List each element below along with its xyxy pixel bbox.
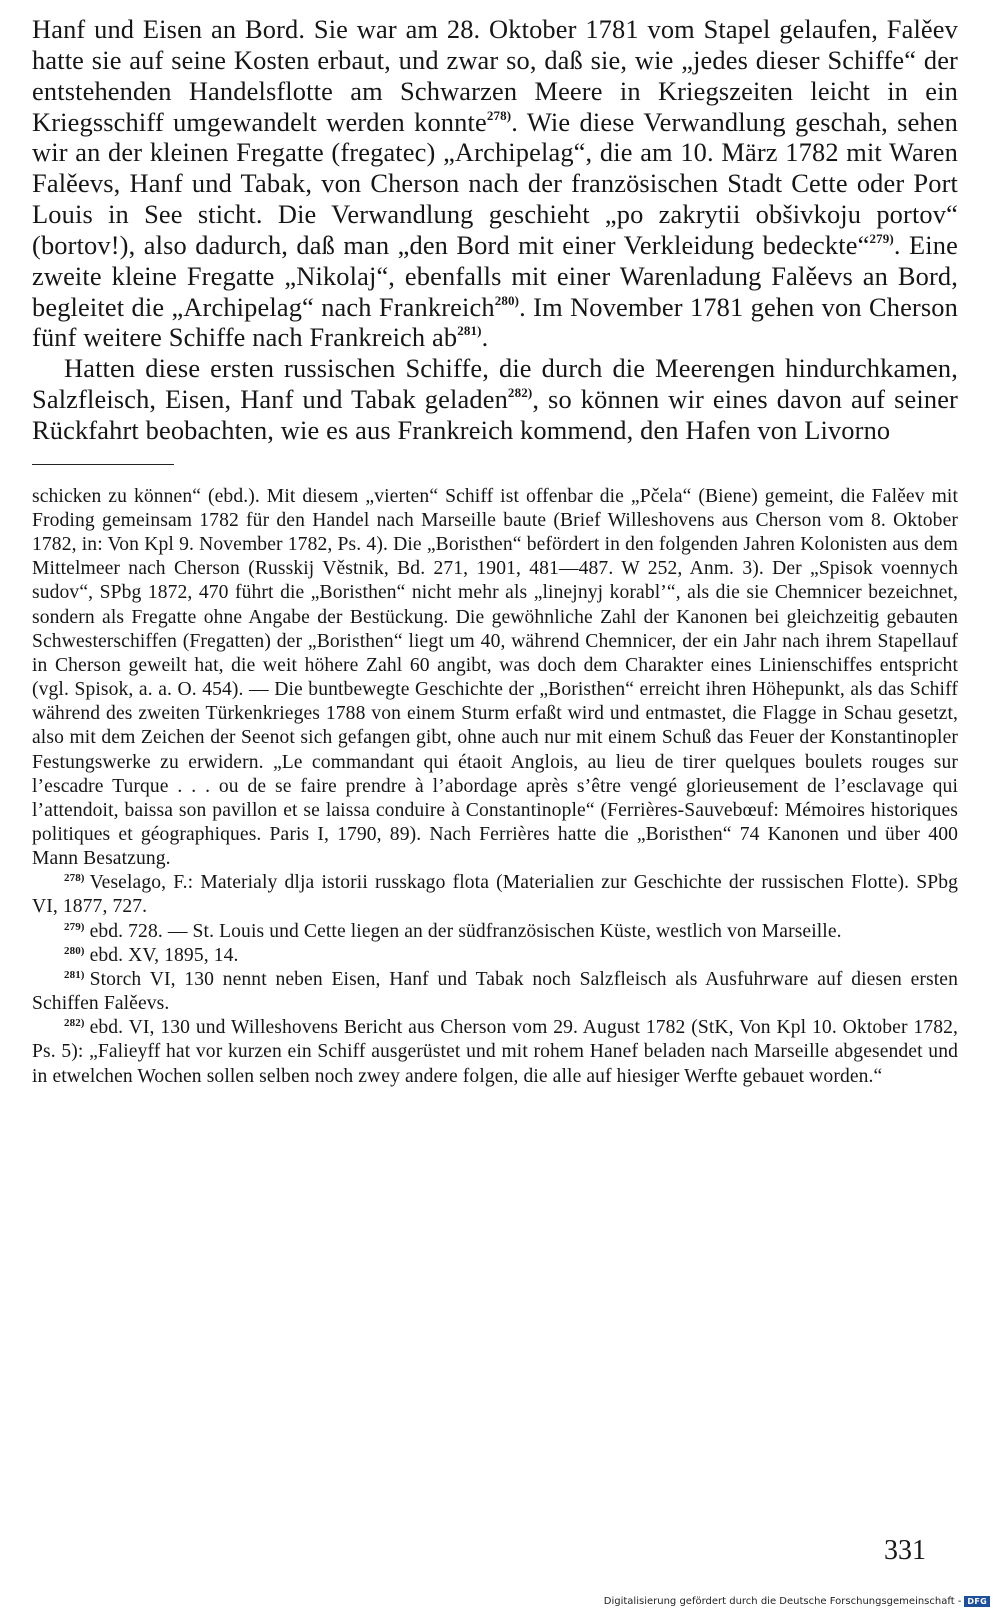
footnote-281 <box>32 968 958 1016</box>
footnotes <box>32 485 958 1089</box>
footnote-number: 279) <box>64 920 85 933</box>
footnote-ref-281[interactable]: 281) <box>457 323 482 339</box>
footnote-text: ebd. VI, 130 und Willeshovens Bericht aus Cherson vom 29. August 1782 (StK, Von Kpl 10. Oktober 1782, Ps. 5): „Falieyff hat vor kurzen ein Schiff ausgerüstet und mit rohem Hanef beladen nach Marseille abgesendet und in etwelchen Wochen sollen selben noch zwey andere folgen, die alle auf hiesiger Werfte gebauet worden.“ <box>32 1017 958 1087</box>
footnote-text: Storch VI, 130 nennt neben Eisen, Hanf und Tabak noch Salzfleisch als Ausfuhrware auf diesen ersten Schiffen Falěevs. <box>32 968 958 1015</box>
paragraph-2: Hatten diese ersten russischen Schiffe, die durch die Meerengen hindurchkamen, Salzfleisch, Eisen, Hanf und Tabak geladen$^{282)}$, so können wir eines davon auf seiner Rückfahrt beobachten, wie es aus Frankreich kommend, den Hafen von Livorno <box>32 353 958 445</box>
main-text <box>32 14 958 446</box>
footnote-text: ebd. 728. — St. Louis und Cette liegen an der südfranzösischen Küste, westlich von Marseille. <box>89 920 842 942</box>
footnote-number: 280) <box>64 944 85 957</box>
footnote-divider <box>32 464 174 465</box>
digitization-credit <box>604 1596 990 1607</box>
credit-text: Digitalisierung gefördert durch die Deutsche Forschungsgemeinschaft - <box>603 1596 962 1607</box>
page-body <box>32 14 958 1089</box>
dfg-logo-icon: DFG <box>964 1596 990 1607</box>
footnote-number: 278) <box>64 872 85 885</box>
page-number: 331 <box>884 1535 926 1566</box>
footnote-279 <box>32 920 958 944</box>
footnote-ref-280[interactable]: 280) <box>494 292 520 308</box>
footnote-ref-279[interactable]: 279) <box>869 230 894 246</box>
footnote-text: Veselago, F.: Materialy dlja istorii russkago flota (Materialien zur Geschichte der russischen Flotte). SPbg VI, 1877, 727. <box>32 872 958 918</box>
footnote-278 <box>32 871 958 919</box>
footnote-text: ebd. XV, 1895, 14. <box>89 944 239 966</box>
footnote-ref-278[interactable]: 278) <box>486 107 512 123</box>
footnote-number: 282) <box>64 1017 85 1030</box>
footnote-number: 281) <box>64 968 85 981</box>
footnote-continuation: schicken zu können“ (ebd.). Mit diesem „vierten“ Schiff ist offenbar die „Pčela“ (Biene) gemeint, die Falěev mit Froding gemeinsam 1782 für den Handel nach Marseille baute (Brief Willeshovens aus Cherson vom 8. Oktober 1782, in: Von Kpl 9. November 1782, Ps. 4). Die „Boristhen“ befördert in den folgenden Jahren Kolonisten aus dem Mittelmeer nach Cherson (Russkij Věstnik, Bd. 271, 1901, 481—487. W 252, Anm. 3). Der „Spisok voennych sudov“, SPbg 1872, 470 führt die „Boristhen“ nicht mehr als „linejnyj korabl’“, als die sie Chemnicer bezeichnet, sondern als Fregatte ohne Angabe der Bestückung. Die gewöhnliche Zahl der Kanonen bei gleichzeitig gebauten Schwesterschiffen (Fregatten) der „Boristhen“ liegt um 40, während Chemnicer, der ein Jahr nach ihrem Stapellauf in Cherson geweilt hat, die weit höhere Zahl 60 angibt, was doch dem Charakter eines Linienschiffes entspricht (vgl. Spisok, a. a. O. 454). — Die buntbewegte Geschichte der „Boristhen“ erreicht ihren Höhepunkt, als das Schiff während des zweiten Türkenkrieges 1788 von einem Sturm erfaßt wird und entmastet, die Flagge in Schau gesetzt, also mit dem Zeichen der Seenot sich gefangen gibt, ohne auch nur mit einem Schuß das Feuer der Konstantinopler Festungswerke zu erwidern. „Le commandant qui étaoit Anglois, au lieu de tirer quelques boulets rouges sur l’escadre Turque . . . ou de se faire prendre à l’abordage après s’être vengé glorieusement de l’esclavage qui l’attendoit, baissa son pavillon et se laissa conduire à Constantinople“ (Ferrières-Sauvebœuf: Mémoires historiques politiques et géographiques. Paris I, 1790, 89). Nach Ferrières hatte die „Boristhen“ 74 Kanonen und über 400 Mann Besatzung. <box>32 485 958 870</box>
footnote-282 <box>32 1016 958 1088</box>
footnote-280 <box>32 944 958 968</box>
footnote-ref-282[interactable]: 282) <box>507 385 533 401</box>
paragraph-1: Hanf und Eisen an Bord. Sie war am 28. Oktober 1781 vom Stapel gelaufen, Falěev hatte sie auf seine Kosten erbaut, und zwar so, daß sie, wie „jedes dieser Schiffe“ der entstehenden Handelsflotte am Schwarzen Meere in Kriegszeiten leicht in ein Kriegsschiff umgewandelt werden konnte$^{278)}$. Wie diese Verwandlung geschah, sehen wir an der kleinen Fregatte (fregatec) „Archipelag“, die am 10. März 1782 mit Waren Falěevs, Hanf und Tabak, von Cherson nach der französischen Stadt Cette oder Port Louis in See sticht. Die Verwandlung geschieht „po zakrytii obšivkoju portov“ (bortov!), also dadurch, daß man „den Bord mit einer Verkleidung bedeckte“$^{279)}$. Eine zweite kleine Fregatte „Nikolaj“, ebenfalls mit einer Warenladung Falěevs an Bord, begleitet die „Archipelag“ nach Frankreich$^{280)}$. Im November 1781 gehen von Cherson fünf weitere Schiffe nach Frankreich ab$^{281)}$. <box>32 14 958 353</box>
